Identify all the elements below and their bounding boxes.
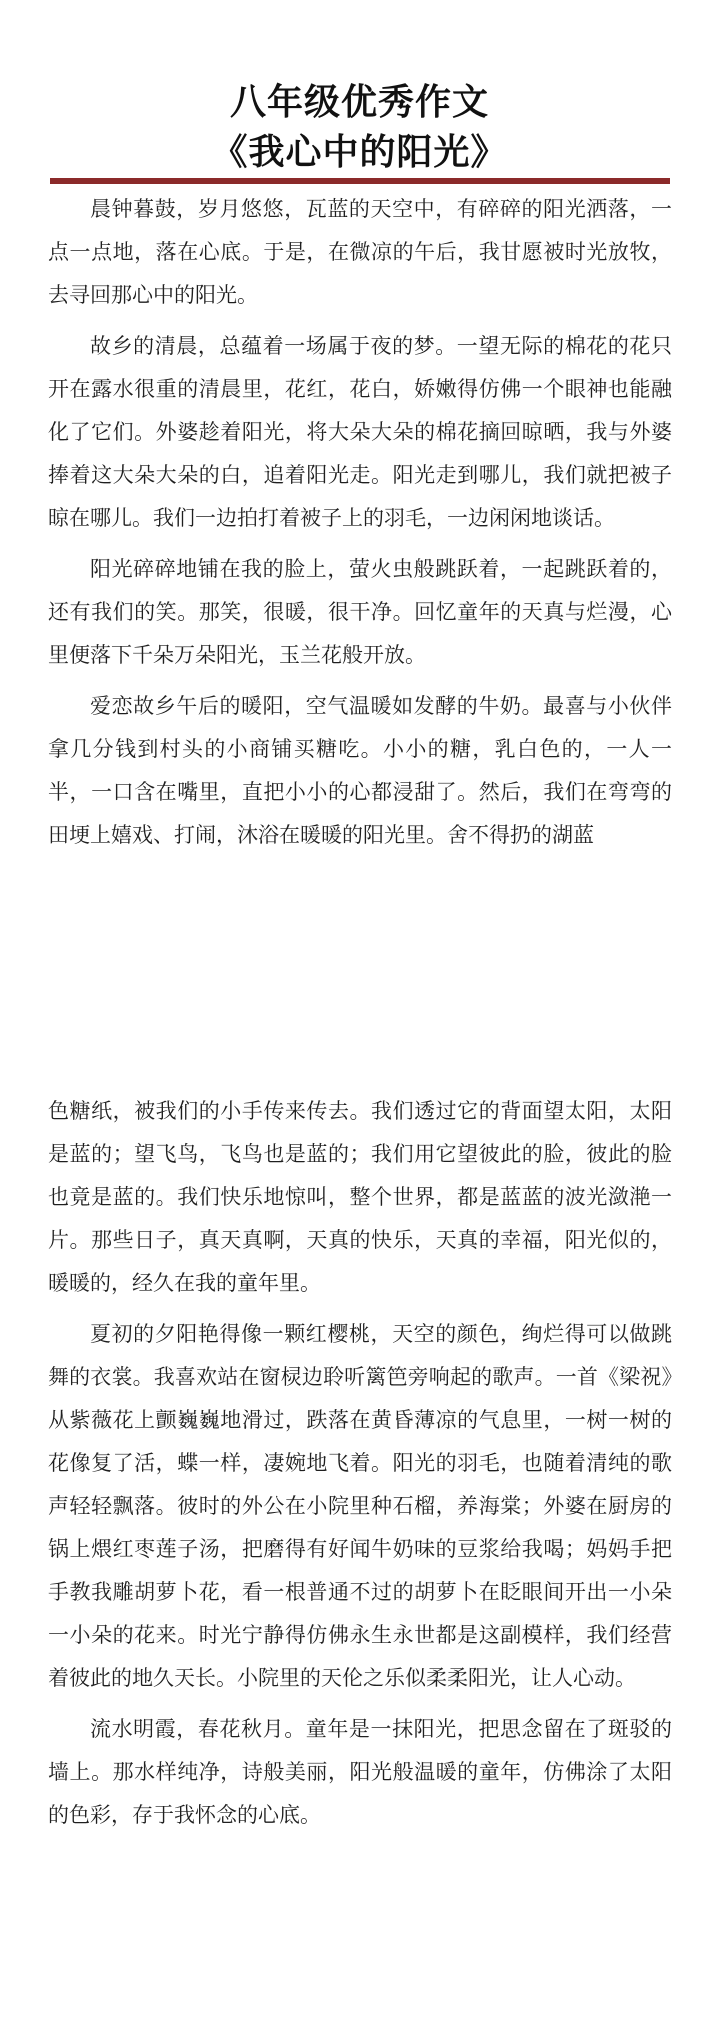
article-body-lower bbox=[48, 1090, 672, 1845]
article-title-name: 《我心中的阳光》 bbox=[211, 132, 508, 173]
paragraph: 阳光碎碎地铺在我的脸上，萤火虫般跳跃着，一起跳跃着的，还有我们的笑。那笑，很暖，很干净。回忆童年的天真与烂漫，心里便落下千朵万朵阳光，玉兰花般开放。 bbox=[48, 557, 672, 667]
article-body-upper bbox=[48, 188, 672, 865]
paragraph: 流水明霞，春花秋月。童年是一抹阳光，把思念留在了斑驳的墙上。那水样纯净，诗般美丽，阳光般温暖的童年，仿佛涂了太阳的色彩，存于我怀念的心底。 bbox=[48, 1717, 672, 1827]
paragraph: 夏初的夕阳艳得像一颗红樱桃，天空的颜色，绚烂得可以做跳舞的衣裳。我喜欢站在窗棂边聆听篱笆旁响起的歌声。一首《梁祝》从紫薇花上颤巍巍地滑过，跌落在黄昏薄凉的气息里，一树一树的花像复了活，蝶一样，凄婉地飞着。阳光的羽毛，也随着清纯的歌声轻轻飘落。彼时的外公在小院里种石榴，养海棠；外婆在厨房的锅上煨红枣莲子汤，把磨得有好闻牛奶味的豆浆给我喝；妈妈手把手教我雕胡萝卜花，看一根普通不过的胡萝卜在眨眼间开出一小朵一小朵的花来。时光宁静得仿佛永生永世都是这副模样，我们经营着彼此的地久天长。小院里的天伦之乐似柔柔阳光，让人心动。 bbox=[48, 1322, 672, 1690]
article-title-grade: 八年级优秀作文 bbox=[229, 82, 489, 123]
title-divider bbox=[50, 178, 670, 184]
paragraph: 故乡的清晨，总蕴着一场属于夜的梦。一望无际的棉花的花只开在露水很重的清晨里，花红，花白，娇嫩得仿佛一个眼神也能融化了它们。外婆趁着阳光，将大朵大朵的棉花摘回晾晒，我与外婆捧着这大朵大朵的白，追着阳光走。阳光走到哪儿，我们就把被子晾在哪儿。我们一边拍打着被子上的羽毛，一边闲闲地谈话。 bbox=[48, 334, 672, 530]
paragraph-continued: 色糖纸，被我们的小手传来传去。我们透过它的背面望太阳，太阳是蓝的；望飞鸟，飞鸟也是蓝的；我们用它望彼此的脸，彼此的脸也竟是蓝的。我们快乐地惊叫，整个世界，都是蓝蓝的波光潋滟一片。那些日子，真天真啊，天真的快乐，天真的幸福，阳光似的，暖暖的，经久在我的童年里。 bbox=[48, 1099, 672, 1295]
paragraph: 爱恋故乡午后的暖阳，空气温暖如发酵的牛奶。最喜与小伙伴拿几分钱到村头的小商铺买糖吃。小小的糖，乳白色的，一人一半，一口含在嘴里，直把小小的心都浸甜了。然后，我们在弯弯的田埂上嬉戏、打闹，沐浴在暖暖的阳光里。舍不得扔的湖蓝 bbox=[48, 694, 672, 847]
paragraph: 晨钟暮鼓，岁月悠悠，瓦蓝的天空中，有碎碎的阳光洒落，一点一点地，落在心底。于是，在微凉的午后，我甘愿被时光放牧，去寻回那心中的阳光。 bbox=[48, 197, 672, 307]
